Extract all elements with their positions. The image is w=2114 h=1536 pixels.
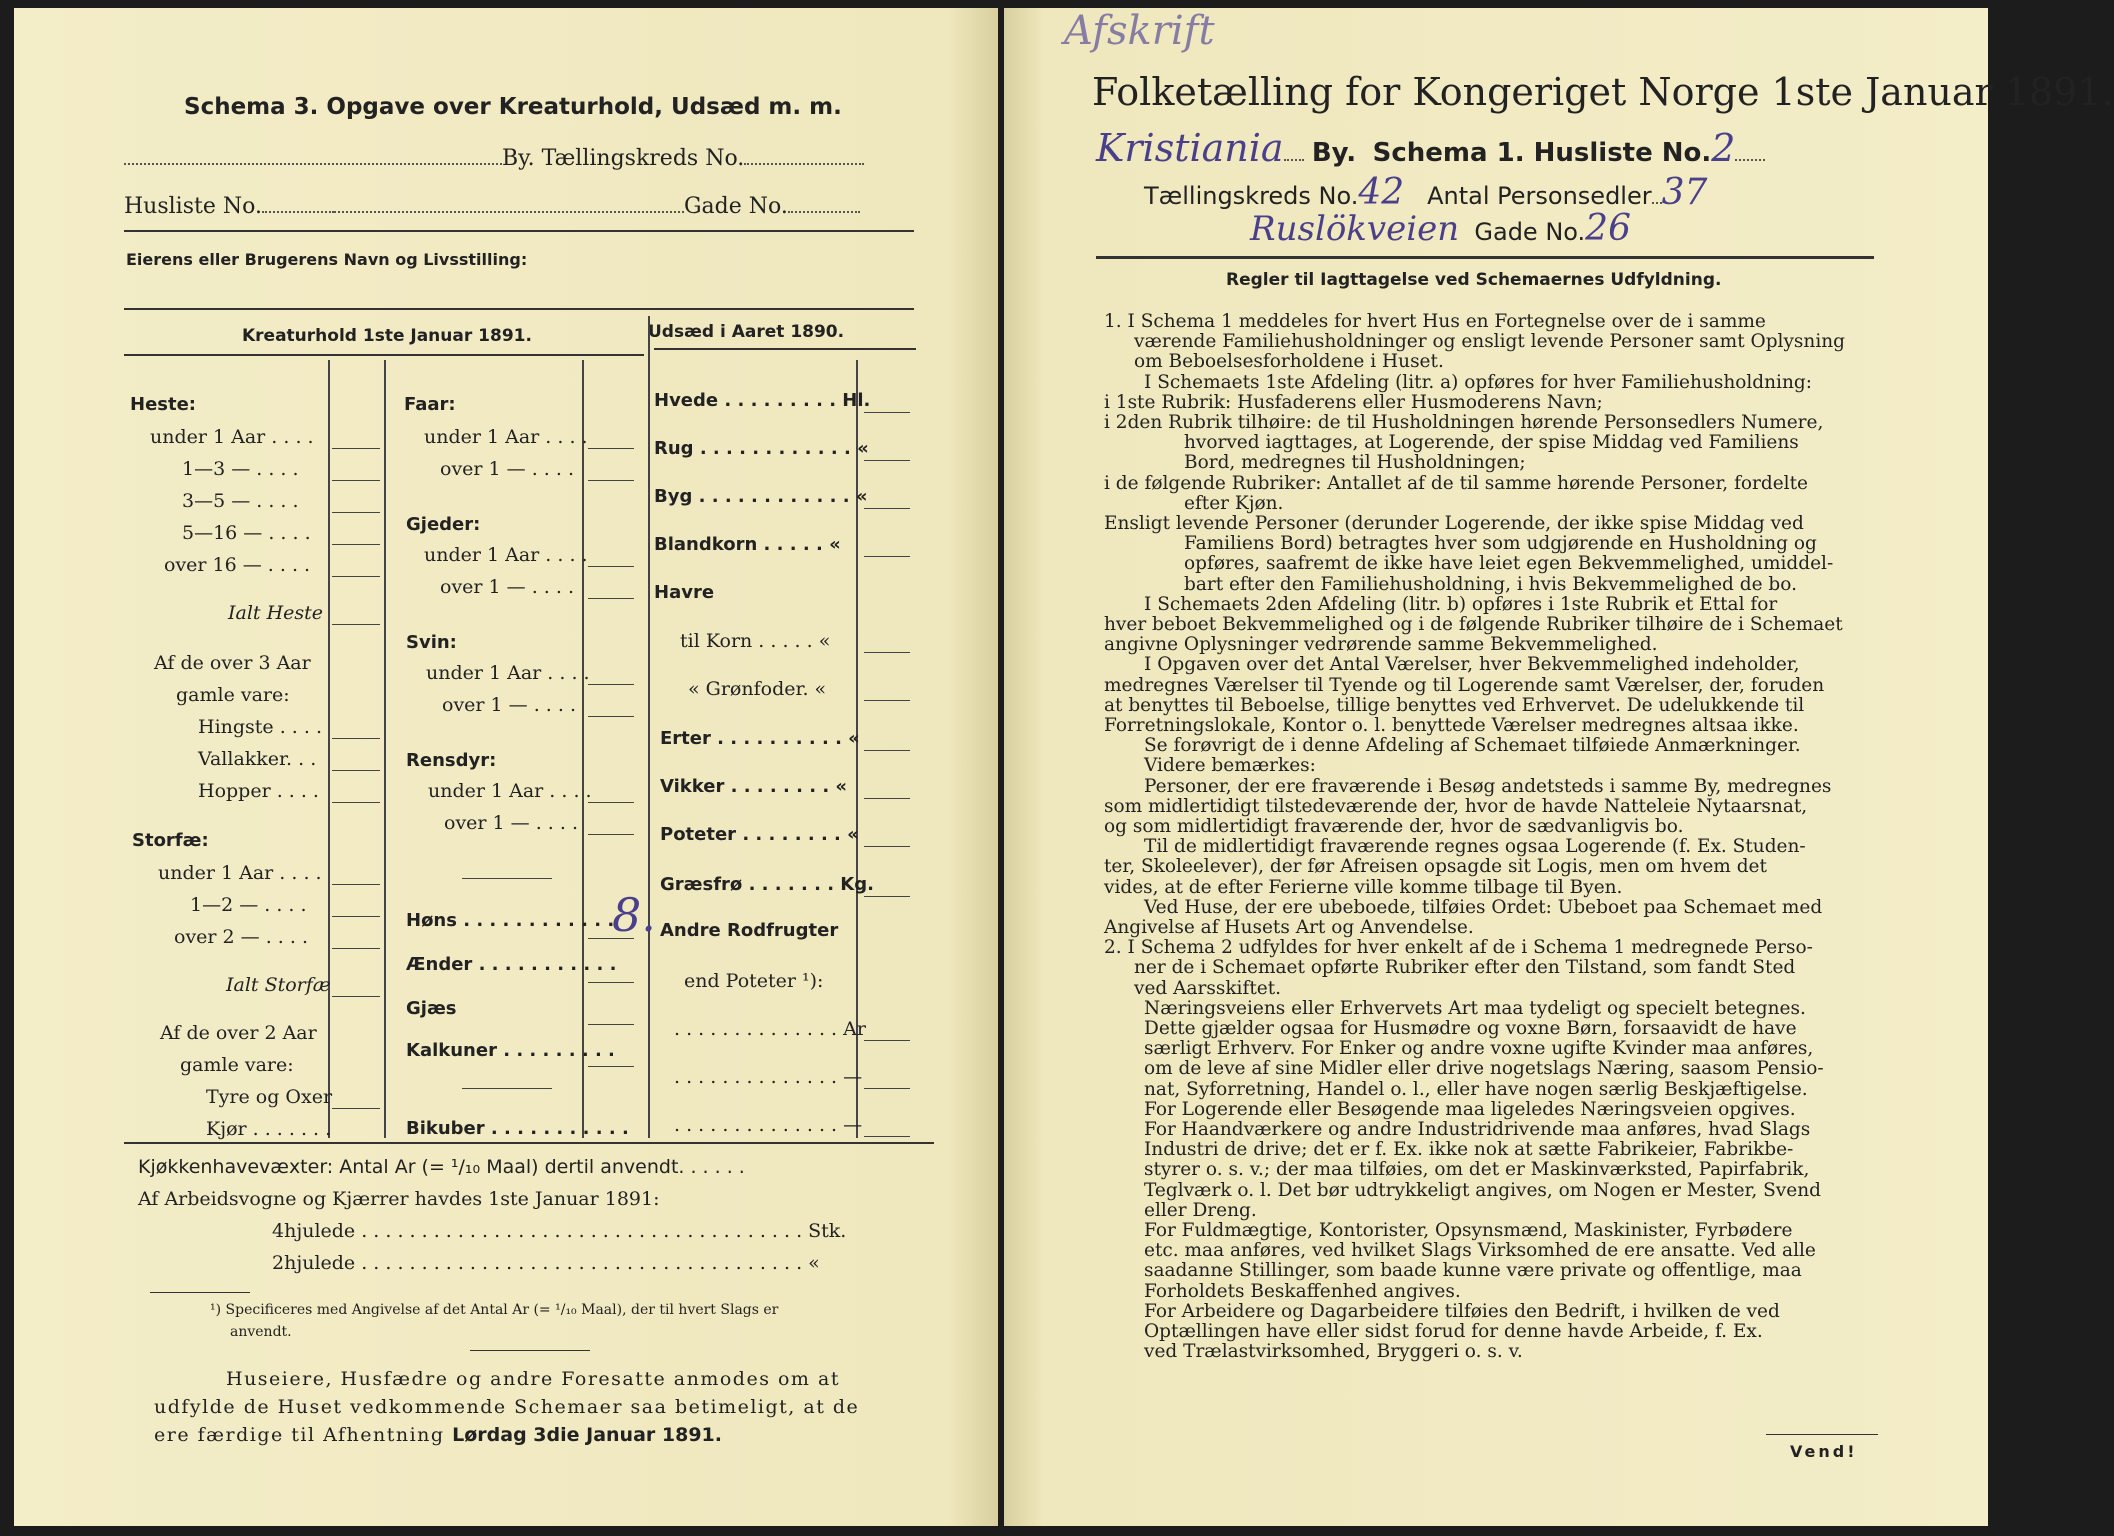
entry-blank[interactable] — [332, 576, 380, 577]
rule-line: I Opgaven over det Antal Værelser, hver Bekvemmelighed indeholder, — [1144, 654, 1800, 676]
rule-line: Teglværk o. l. Det bør udtrykkeligt angives, om Nogen er Mester, Svend — [1144, 1179, 1821, 1201]
rule-line: Dette gjælder ogsaa for Husmødre og voxne Børn, forsaavidt de have — [1144, 1018, 1797, 1039]
storfae-row: 1—2 — . . . . — [190, 894, 307, 916]
by-line: By. Tællingskreds No. — [124, 146, 864, 171]
udsaed-blandkorn: Blandkorn . . . . . « — [654, 534, 841, 555]
entry-blank[interactable] — [332, 884, 380, 885]
rule-line: I Schemaets 1ste Afdeling (litr. a) opføres for hver Familiehusholdning: — [1144, 371, 1812, 393]
rule-line: Forretningslokale, Kontor o. l. benyttede Værelser medregnes altsaa ikke. — [1104, 715, 1799, 736]
entry-blank[interactable] — [864, 652, 910, 653]
kreds-line: Tællingskreds No.42 Antal Personsedler 37 — [1144, 172, 1708, 213]
storfae-row: under 1 Aar . . . . — [158, 862, 322, 884]
udsaed-gronfoder: « Grønfoder. « — [688, 678, 827, 700]
rule-line: Angivelse af Husets Art og Anvendelse. — [1104, 917, 1474, 938]
divider — [124, 308, 914, 310]
storfae-title: Storfæ: — [132, 830, 209, 851]
rule-line: Bord, medregnes til Husholdningen; — [1184, 452, 1526, 474]
rule-line: saadanne Stillinger, som baade kunne være private og offentlige, maa — [1144, 1260, 1802, 1282]
rule-line: Ved Huse, der ere ubeboede, tilføies Ordet: Ubeboet paa Schemaet med — [1144, 896, 1823, 918]
entry-blank[interactable] — [332, 624, 380, 625]
udsaed-byg: Byg . . . . . . . . . . . . « — [654, 486, 868, 507]
heste-hopper: Hopper . . . . — [198, 780, 319, 802]
entry-blank[interactable] — [332, 738, 380, 739]
udsaed-graesfro: Græsfrø . . . . . . . Kg. — [660, 874, 874, 895]
heste-hingste: Hingste . . . . — [198, 716, 322, 738]
rule-line: hvorved iagttages, at Logerende, der spise Middag ved Familiens — [1184, 432, 1799, 454]
rule-line: For Haandværkere og andre Industridrivende maa anføres, hvad Slags — [1144, 1119, 1811, 1140]
to-hjulede: 2hjulede . . . . . . . . . . . . . . . . . . . . . . . . . . . . . . . . . . . . . « — [272, 1252, 820, 1274]
entry-blank[interactable] — [588, 598, 634, 599]
entry-blank[interactable] — [864, 412, 910, 413]
udsaed-andre: end Poteter ¹): — [684, 970, 824, 992]
rule-line: Til de midlertidigt fraværende regnes ogsaa Logerende (f. Ex. Studen- — [1144, 836, 1806, 858]
rule-line: at benyttes til Beboelse, tillige benyttes ved Erhvervet. De udelukkende til — [1104, 694, 1805, 716]
rule-line: ter, Skoleelever), der før Afreisen opsagde sit Logis, men om hvem det — [1104, 856, 1767, 878]
heste-row: 5—16 — . . . . — [182, 522, 311, 544]
gjaes-label: Gjæs — [406, 998, 457, 1019]
rule-line: efter Kjøn. — [1184, 492, 1284, 514]
divider — [124, 1142, 934, 1144]
udsaed-erter: Erter . . . . . . . . . . « — [660, 728, 860, 749]
rule-line: ved Aarsskiftet. — [1134, 977, 1282, 999]
gjeder-title: Gjeder: — [406, 514, 481, 535]
storfae-total: Ialt Storfæ — [226, 974, 331, 996]
entry-blank[interactable] — [588, 480, 634, 481]
closing-text: udfylde de Huset vedkommende Schemaer saa betimeligt, at de — [154, 1396, 860, 1418]
rule-line: særligt Erhverv. For Enker og andre voxne ugifte Kvinder maa anføres, — [1144, 1038, 1814, 1060]
hons-label: Høns . . . . . . . . . . . . — [406, 910, 615, 931]
footnote: anvendt. — [230, 1324, 292, 1340]
rules-title: Regler til Iagttagelse ved Schemaernes Udfyldning. — [1226, 270, 1722, 290]
kjokken-line: Kjøkkenhavevæxter: Antal Ar (= ¹/₁₀ Maal) dertil anvendt. . . . . . — [138, 1156, 745, 1178]
aender-label: Ænder . . . . . . . . . . . — [406, 954, 617, 975]
owner-label: Eierens eller Brugerens Navn og Livsstilling: — [126, 250, 528, 269]
column-divider — [648, 316, 650, 1138]
rule-line: værende Familiehusholdninger og ensligt levende Personer samt Oplysning — [1134, 331, 1845, 353]
faar-row: under 1 Aar . . . . — [424, 426, 588, 448]
bikuber-label: Bikuber . . . . . . . . . . . — [406, 1118, 629, 1139]
divider — [1766, 1434, 1878, 1435]
entry-blank[interactable] — [864, 1088, 910, 1089]
faar-row: over 1 — . . . . — [440, 458, 574, 480]
divider — [124, 230, 914, 232]
svin-row: over 1 — . . . . — [442, 694, 576, 716]
rule-line: hver beboet Bekvemmelighed og i de følgende Rubriker tilhøire de i Schemaet — [1104, 614, 1843, 635]
entry-blank[interactable] — [332, 948, 380, 949]
entry-blank[interactable] — [588, 834, 634, 835]
rensdyr-row: under 1 Aar . . . . — [428, 780, 592, 802]
rule-line: Forholdets Beskaffenhed angives. — [1144, 1280, 1461, 1302]
entry-blank[interactable] — [864, 700, 910, 701]
schema3-title: Schema 3. Opgave over Kreaturhold, Udsæd m. m. — [184, 94, 842, 120]
rensdyr-row: over 1 — . . . . — [444, 812, 578, 834]
gjeder-row: over 1 — . . . . — [440, 576, 574, 598]
rule-line: Ensligt levende Personer (derunder Logerende, der ikke spise Middag ved — [1104, 513, 1804, 534]
entry-blank[interactable] — [332, 512, 380, 513]
udsaed-dash: . . . . . . . . . . . . . . — — [674, 1114, 863, 1136]
entry-blank[interactable] — [332, 448, 380, 449]
gade-line: Ruslökveien Gade No.26 — [1250, 208, 1631, 249]
entry-blank[interactable] — [588, 1024, 634, 1025]
heste-row: 1—3 — . . . . — [182, 458, 299, 480]
rule-line: eller Dreng. — [1144, 1199, 1257, 1221]
entry-blank[interactable] — [864, 798, 910, 799]
faar-title: Faar: — [404, 394, 456, 415]
afskrift-stamp: Afskrift — [1064, 8, 1215, 54]
udsaed-til-korn: til Korn . . . . . « — [680, 630, 831, 652]
entry-blank[interactable] — [864, 896, 910, 897]
heste-sub: gamle vare: — [176, 684, 290, 706]
storfae-row: over 2 — . . . . — [174, 926, 308, 948]
entry-blank[interactable] — [332, 480, 380, 481]
divider — [462, 878, 552, 879]
gjeder-row: under 1 Aar . . . . — [424, 544, 588, 566]
rule-line: i 2den Rubrik tilhøire: de til Husholdningen hørende Personsedlers Numere, — [1104, 412, 1824, 433]
heste-row: 3—5 — . . . . — [182, 490, 299, 512]
rule-line: etc. maa anføres, ved hvilket Slags Virksomhed de ere ansatte. Ved alle — [1144, 1240, 1816, 1262]
rule-line: Familiens Bord) betragtes hver som udgjørende en Husholdning og — [1184, 533, 1817, 555]
heste-vallakker: Vallakker. . . — [198, 748, 317, 770]
udsaed-dash: . . . . . . . . . . . . . . — — [674, 1066, 863, 1088]
rule-line: Personer, der ere fraværende i Besøg andetsteds i samme By, medregnes — [1144, 775, 1832, 797]
divider — [462, 1088, 552, 1089]
rule-line: Industri de drive; det er f. Ex. ikke nok at sætte Fabrikeier, Fabrikbe- — [1144, 1139, 1794, 1161]
rule-line: ved Trælastvirksomhed, Bryggeri o. s. v. — [1144, 1341, 1523, 1363]
udsaed-ar: . . . . . . . . . . . . . . Ar — [674, 1018, 866, 1040]
storfae-sub: gamle vare: — [180, 1054, 294, 1076]
left-page-schema-3 — [14, 8, 998, 1526]
column-rule — [582, 360, 584, 1138]
arbeidsvogne-line: Af Arbeidsvogne og Kjærrer havdes 1ste Januar 1891: — [138, 1188, 660, 1210]
udsaed-hvede: Hvede . . . . . . . . . Hl. — [654, 390, 871, 411]
heste-sub: Af de over 3 Aar — [154, 652, 311, 674]
rule-line: nat, Syforretning, Handel o. l., eller have nogen særlig Beskjæftigelse. — [1144, 1078, 1808, 1100]
rule-line: I Schemaets 2den Afdeling (litr. b) opføres i 1ste Rubrik et Ettal for — [1144, 593, 1778, 615]
svin-title: Svin: — [406, 632, 457, 653]
rule-line: om de leve af sine Midler eller drive nogetslags Næring, saasom Pensio- — [1144, 1058, 1824, 1080]
census-title: Folketælling for Kongeriget Norge 1ste Januar 1891. — [1092, 70, 2114, 114]
entry-blank[interactable] — [588, 566, 634, 567]
udsaed-havre: Havre — [654, 582, 715, 603]
rule-line: Næringsveiens eller Erhvervets Art maa tydeligt og specielt betegnes. — [1144, 997, 1806, 1019]
entry-blank[interactable] — [332, 544, 380, 545]
closing-text: Huseiere, Husfædre og andre Foresatte anmodes om at — [226, 1368, 840, 1390]
entry-blank[interactable] — [864, 460, 910, 461]
fire-hjulede: 4hjulede . . . . . . . . . . . . . . . . . . . . . . . . . . . . . . . . . . . . . Stk. — [272, 1220, 847, 1242]
entry-blank[interactable] — [332, 802, 380, 803]
rule-line: 2. I Schema 2 udfyldes for hver enkelt af de i Schema 1 medregnede Perso- — [1104, 937, 1813, 959]
rule-line: som midlertidigt tilstedeværende der, hvor de havde Natteleie Nytaarsnat, — [1104, 795, 1808, 817]
udsaed-andre: Andre Rodfrugter — [660, 920, 839, 941]
divider — [470, 1350, 590, 1351]
entry-blank[interactable] — [588, 802, 634, 803]
entry-blank[interactable] — [588, 1066, 634, 1067]
entry-blank[interactable] — [864, 846, 910, 847]
entry-blank[interactable] — [864, 1136, 910, 1137]
rule-line: ner de i Schemaet opførte Rubriker efter den Tilstand, som fandt Sted — [1134, 957, 1796, 979]
rule-line: 1. I Schema 1 meddeles for hvert Hus en Fortegnelse over de i samme — [1104, 311, 1766, 332]
rule-line: Videre bemærkes: — [1144, 755, 1316, 777]
rule-line: om Beboelsesforholdene i Huset. — [1134, 351, 1444, 373]
footnote-rule — [150, 1292, 250, 1293]
entry-blank[interactable] — [332, 1108, 380, 1109]
storfae-tyre: Tyre og Oxer — [206, 1086, 333, 1108]
rule-line: og som midlertidigt fraværende der, hvor de sædvanligvis bo. — [1104, 816, 1684, 837]
storfae-sub: Af de over 2 Aar — [160, 1022, 317, 1044]
hons-value: 8. — [612, 888, 656, 942]
husliste-line: Husliste No. Gade No. — [124, 194, 860, 219]
entry-blank[interactable] — [332, 996, 380, 997]
col-header-udsaed: Udsæd i Aaret 1890. — [648, 322, 845, 342]
right-page-schema-1 — [1004, 8, 2114, 1526]
column-rule — [328, 360, 330, 1138]
entry-blank[interactable] — [588, 982, 634, 983]
by-schema-line: Kristiania By. Schema 1. Husliste No.2 — [1096, 126, 1765, 170]
entry-blank[interactable] — [864, 508, 910, 509]
divider — [1096, 256, 1874, 259]
rule-line: Se forøvrigt de i denne Afdeling af Schemaet tilføiede Anmærkninger. — [1144, 735, 1801, 757]
rule-line: medregnes Værelser til Tyende og til Logerende samt Værelser, der, foruden — [1104, 674, 1825, 696]
rule-line: i de følgende Rubriker: Antallet af de til samme hørende Personer, fordelte — [1104, 472, 1808, 494]
column-rule — [384, 360, 386, 1138]
footnote: ¹) Specificeres med Angivelse af det Antal Ar (= ¹/₁₀ Maal), der til hvert Slags er — [210, 1302, 779, 1318]
udsaed-rug: Rug . . . . . . . . . . . . « — [654, 438, 869, 459]
rule-line: For Arbeidere og Dagarbeidere tilføies den Bedrift, i hvilken de ved — [1144, 1300, 1780, 1322]
rule-line: bart efter den Familiehusholdning, i hvis Bekvemmelighed de bo. — [1184, 573, 1797, 595]
heste-total: Ialt Heste — [228, 602, 324, 624]
entry-blank[interactable] — [332, 770, 380, 771]
entry-blank[interactable] — [332, 916, 380, 917]
divider — [124, 354, 644, 356]
rule-line: vides, at de efter Ferierne ville komme tilbage til Byen. — [1104, 876, 1623, 898]
heste-row: under 1 Aar . . . . — [150, 426, 314, 448]
entry-blank[interactable] — [588, 448, 634, 449]
entry-blank[interactable] — [864, 750, 910, 751]
divider — [654, 348, 916, 350]
col-header-kreaturhold: Kreaturhold 1ste Januar 1891. — [242, 326, 532, 346]
heste-title: Heste: — [130, 394, 196, 415]
closing-text: ere færdige til Afhentning Lørdag 3die Januar 1891. — [154, 1424, 722, 1446]
rule-line: For Fuldmægtige, Kontorister, Opsynsmænd, Maskinister, Fyrbødere — [1144, 1220, 1793, 1241]
entry-blank[interactable] — [588, 716, 634, 717]
rule-line: angivne Oplysninger vedrørende samme Bekvemmelighed. — [1104, 634, 1658, 656]
entry-blank[interactable] — [864, 556, 910, 557]
vend-note: Vend! — [1790, 1442, 1858, 1461]
rule-line: Optællingen have eller sidst forud for denne havde Arbeide, f. Ex. — [1144, 1321, 1763, 1342]
storfae-kjor: Kjør . . . . . . . — [206, 1118, 332, 1140]
rule-line: opføres, saafremt de ikke have leiet egen Bekvemmelighed, umiddel- — [1184, 553, 1834, 575]
rensdyr-title: Rensdyr: — [406, 750, 497, 771]
rule-line: styrer o. s. v.; der maa tilføies, om det er Maskinværksted, Papirfabrik, — [1144, 1159, 1810, 1181]
udsaed-poteter: Poteter . . . . . . . . « — [660, 824, 859, 845]
entry-blank[interactable] — [588, 684, 634, 685]
svin-row: under 1 Aar . . . . — [426, 662, 590, 684]
entry-blank[interactable] — [864, 1040, 910, 1041]
rule-line: i 1ste Rubrik: Husfaderens eller Husmoderens Navn; — [1104, 391, 1603, 413]
heste-row: over 16 — . . . . — [164, 554, 311, 576]
entry-blank[interactable] — [588, 938, 634, 939]
kalkuner-label: Kalkuner . . . . . . . . . — [406, 1040, 615, 1061]
udsaed-vikker: Vikker . . . . . . . . « — [660, 776, 848, 797]
rule-line: For Logerende eller Besøgende maa ligeledes Næringsveien opgives. — [1144, 1098, 1796, 1120]
